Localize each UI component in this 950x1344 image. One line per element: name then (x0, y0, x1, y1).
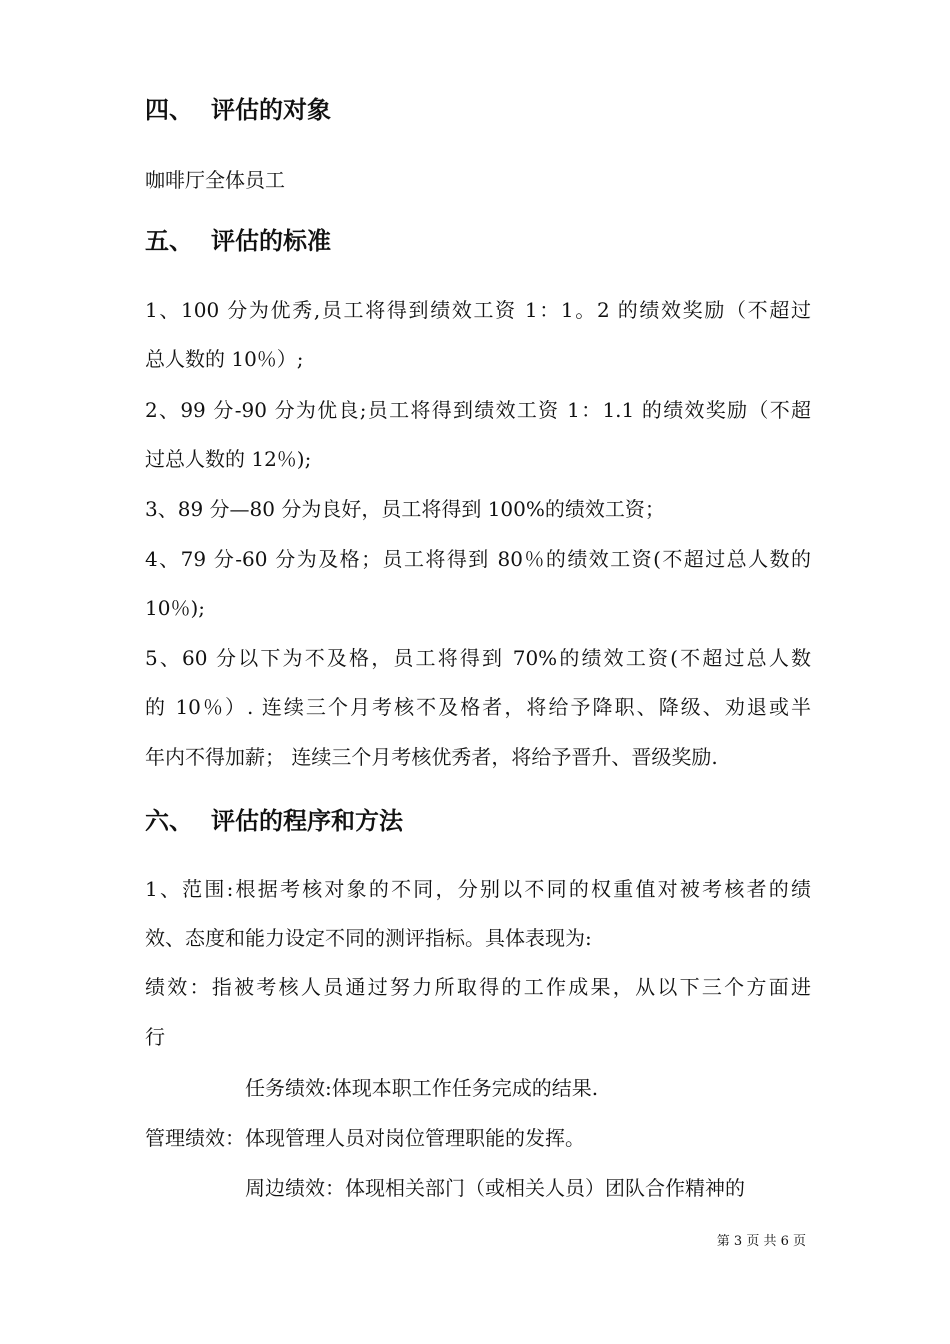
paragraph-line: 的 10％）. 连续三个月考核不及格者，将给予降职、降级、劝退或半 (145, 695, 811, 719)
paragraph-line: 效、态度和能力设定不同的测评指标。具体表现为: (145, 926, 592, 950)
paragraph-line: 绩效：指被考核人员通过努力所取得的工作成果，从以下三个方面进 (145, 975, 811, 999)
paragraph-line: 10％); (145, 596, 205, 620)
section-4-body: 咖啡厅全体员工 (145, 168, 285, 192)
section-title: 评估的程序和方法 (211, 807, 403, 835)
paragraph-line: 管理绩效：体现管理人员对岗位管理职能的发挥。 (145, 1126, 585, 1150)
paragraph-line: 周边绩效：体现相关部门（或相关人员）团队合作精神的 (245, 1176, 745, 1200)
section-heading-6 (145, 806, 403, 836)
paragraph-line: 总人数的 10％）; (145, 347, 304, 371)
paragraph-line: 任务绩效:体现本职工作任务完成的结果. (245, 1076, 599, 1100)
paragraph-line: 年内不得加薪； 连续三个月考核优秀者，将给予晋升、晋级奖励. (145, 745, 718, 769)
paragraph-line: 行 (145, 1025, 165, 1049)
section-number: 六、 (145, 807, 193, 835)
paragraph-line: 2、99 分-90 分为优良;员工将得到绩效工资 1：1.1 的绩效奖励（不超 (145, 398, 811, 422)
paragraph-line: 3、89 分—80 分为良好，员工将得到 100%的绩效工资； (145, 497, 665, 521)
section-heading-5 (145, 226, 331, 256)
page-number-footer: 第 3 页 共 6 页 (716, 1234, 806, 1249)
paragraph-line: 5、60 分以下为不及格，员工将得到 70%的绩效工资(不超过总人数 (145, 646, 811, 670)
paragraph-line: 1、100 分为优秀,员工将得到绩效工资 1：1。2 的绩效奖励（不超过 (145, 298, 811, 322)
section-number: 五、 (145, 227, 193, 255)
section-number: 四、 (145, 96, 193, 124)
section-title: 评估的标准 (211, 227, 331, 255)
section-title: 评估的对象 (211, 96, 331, 124)
paragraph-line: 过总人数的 12％); (145, 447, 312, 471)
paragraph-line: 4、79 分-60 分为及格；员工将得到 80％的绩效工资(不超过总人数的 (145, 547, 811, 571)
section-heading-4 (145, 95, 331, 125)
paragraph-line: 1、范围:根据考核对象的不同，分别以不同的权重值对被考核者的绩 (145, 877, 811, 901)
